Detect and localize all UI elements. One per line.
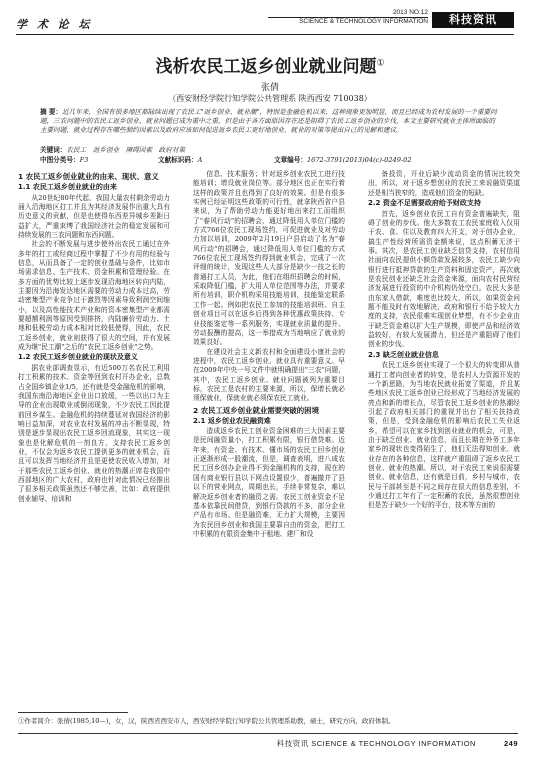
body-column-1 — [18, 170, 170, 708]
section-heading: 2.1 返乡创业农民融资难 — [193, 416, 271, 425]
issue-info — [268, 9, 428, 26]
body-paragraph: 社会的不断发展与进步使外出农民工通过在外多年的打工或经商过程中掌握了不少有用的经验与信息，从而具备了一定的创业基础与条件，比如市场需求信息、生产技术、资金积累和管理经验。在多方面的优势比较上逐步发现沿海地区转向内陆，主要因为沿海发达地区需要的劳动力成本过高，劳动密集型产业竞争过于激烈等因素导致利润空间缩小，以及高性能技术产业和的资本密集型产业都需要超额利润等原因受到排挤，内陆廉价劳动力、土地和低税劳动力成本相对比较低使得，因此，农民工返乡创业，就业则获得了很大的空间，并有发展成为继"民工潮"之后的"农民工返乡创业"之势。 — [18, 240, 170, 351]
page-header — [0, 0, 540, 46]
section-heading: 1 农民工返乡创业就业的由来、现状、意义 — [18, 172, 159, 181]
affiliation: （西安财经学院行知学院公共管理系 陕西西安 710038） — [168, 94, 372, 103]
article-title — [0, 52, 540, 77]
issue-line: 2013 NO.12 — [392, 9, 428, 16]
header-rule — [16, 34, 514, 35]
abstract-label: 摘 要： — [40, 108, 63, 116]
body-paragraph: 信息、技术服务；针对返乡创业农民工进行技能培训；增设就业岗位等。部分地区也正在实行着这样的政策并且也得到了良好的效果。但是有很多实例已经证明这些政策的可行性，就拿陕西省户县来说，为了帮助劳动力能更好地出来打工而组织了"春风行动"的招聘会，通过降低用人单位门槛的方式766位农民工现场签约，可促进就业及对劳动力加以培训，2009年2月19日户县启动了名为"春风行动"的招聘会，通过降低用人单位门槛的方式766位农民工现场签约得到就业机会，完成了一次评细的统计，发现这些人大部分是缺少一技之长的普通打工人员，为此，他们在组织招聘会的时候，采取降低门槛，扩大用人单位范围等办法，并要求所有培训，职介机构采用技能培训，技能鉴定联系工作一起。例如把农民工参加的技能培训班、自主创业项目可以在返乡后得到各种优惠政策扶持、专业技能鉴定等一系列服务，实现就业质量的提升、劳动报酬的提高，这一举措成为当地响应了就业的效果良好。 — [193, 170, 345, 347]
body-paragraph: 农民工返乡创业实现了一个很大的转变即从普通打工者向创业者的转变，是农村人力资源开发的一个新思路，为当地农民就业拓宽了渠道，并且某些地区农民工返乡创业已经形成了当地经济发展的亮点和新的增长点，尽管农民工返乡创业的热潮经引起了政府相关部门的重视并出台了相关扶持政策，但是，受到金融危机的影响后农民工失业返乡，希望可以在家乡找到创业就业的机会，可是，由于缺乏创业、就业信息，而且长期在外务工多年家乡的现状也变得陌生了，他们无法得知创业、就业存在的各种信息，这样就产重阻碍了返乡农民工创业、就业的热潮。所以，对于农民工来说很需要创业、就业信息，还有就是目前，乡村与城市，农民与干部甚至是不同之间存在很大的信息差别，不少通过打工年有了一定积蓄的农民，虽然很想创业但是苦于缺少一个好的平台，技术等方面的 — [368, 361, 520, 510]
id-value: 1672-3791(2013)04(c)-0249-02 — [306, 156, 412, 164]
page-footer — [277, 738, 518, 749]
footnote: ①作者简介：张倩(1985,10—)，女，汉，陕西省西安市人，西安财经学院行知学院公共管理系助教，硕士，研究方向，政府体制。 — [18, 717, 395, 725]
body-paragraph: 首先，返乡创业农民工自有资金普遍缺失，阻碍了创业的步伐。他大多数农工农民家庭收入仅用于农、食、住以及教育四大开支，对于创办企业，搞生产性经营所需资金额来说，这点积蓄无济于事。其次，是农民工创业缺乏信贷支持，农村信用社面向农民提供小额贷款发展较多，农民工缺少向银行进行抵押贷款的生产资料和固定资产，再次就是农民创业还缺乏社会资金来源，面向农村民营经济发展进行投资的中介机构仍处空白。农民大多是由东家人借款，难度也比较大，所以，如果资金问题不能及时有效地解决，政府和银行不给予较大力度的支持，农民很难实现创业梦想，有不少企业由于缺乏资金难以扩大生产规模，即使产品和经济效益较好，有较大发展潜力，但还是产重阻碍了他们创业的步伐。 — [368, 209, 520, 349]
clc-group — [40, 156, 88, 165]
doc-group — [158, 156, 202, 165]
keywords-text: 农民工 返乡创业 障碍因素 政府对策 — [66, 146, 186, 154]
footer-journal: 科技资讯 SCIENCE & TECHNOLOGY INFORMATION — [276, 739, 476, 748]
body-column-2 — [193, 170, 345, 708]
classification-line — [40, 156, 500, 166]
author: 张倩 — [260, 83, 279, 93]
section-heading: 2.3 缺乏创业就业信息 — [368, 350, 439, 359]
body-paragraph: 从20世纪80年代起，我国大量农村剩余劳动力涌入沿海地区打工并且为其经济发展作出重大具有历史意义的贡献，但是也使得东西差异城乡差距日益扩大，严重束缚了我国经济社会的稳定发展和可持续发展的三农问题和东西问题。 — [18, 193, 170, 239]
footer-rule — [18, 733, 518, 734]
section-heading: 1.1 农民工返乡创业就业的由来 — [18, 183, 117, 191]
abstract-text: 近几年来，全国有很多地区都陆续出现了农民工"返乡创业、就业潮"，特别是金融危机以来，这种现象更加明显，而且已经成为农村发展的一个重要问题，三农问题中的农民工返乡创业、就业问题已成为重中之重，但是由于各方面原因存在还是阻碍了农民工返乡创业的步伐，本文主要研究就业主体所面临的主要问题，就业过程存在哪些制约因素以及政府应该如何促进返乡农民工更好地创业，就业的对策等提出自己的见解和建议。 — [40, 108, 497, 134]
section-heading: 1.2 农民工返乡创业就业的现状及意义 — [18, 353, 138, 362]
body-paragraph: 备投资，开业后缺少流动资金的情况比较突出，所以，对于返乡想创业的农民工来说融资渠道还是相当狭窄的，造成他们资金的短缺。 — [368, 170, 520, 197]
clc-label: 中图分类号： — [40, 156, 80, 164]
journal-name-cn: 科技资讯 — [432, 12, 514, 28]
keywords-label: 关键词： — [40, 146, 67, 154]
keywords — [40, 146, 500, 155]
title-text: 浅析农民工返乡创业就业问题 — [155, 57, 377, 77]
section-heading: 2.2 资金不足需要政府给予财政支持 — [368, 199, 481, 208]
body-column-3 — [368, 170, 520, 708]
clc-value: F3 — [79, 156, 89, 164]
page-number: 249 — [503, 739, 518, 748]
journal-name-en: SCIENCE & TECHNOLOGY INFORMATION — [268, 17, 428, 26]
footnote-rule — [18, 712, 128, 713]
abstract — [40, 108, 500, 135]
body-paragraph: 据农业部调查显示，有近500万名农民工利用打工积累的技术、资金等回到农村开办企业，总数占全国乡镇企业1/5，还有就是受金融危机的影响，我国东南沿海地区企业出口放缓，一些以出口为主导的企业出现歇业或倒闭现象，不少农民工因此提前回乡谋生。金融危机的持续蔓延对我国经济的影响日益加深，对农业农村发展的冲击不断显现，特别是逐步显现出农民工返乡回流现象，其实这一现象也是化解危机的一剂良方，支持农民工返乡创业，不仅会为返乡农民工提供更多的就业机会，而且可以发挥当地经济并且是更使农民收入增加，对于那些农民工返乡创业、就业的热潮正席卷我国中西部地区的广大农村，政府也针对此情况已经推出了很多相关政策虽然还不够完善，比如：政府提供创业辅导、培训和 — [18, 363, 170, 503]
title-footnote-mark: ① — [376, 58, 385, 69]
body-paragraph: 造成返乡农民工创业资金困难的三大因素主要是民间融资量小，打工积累有限，银行借贷难。近年来，有资金、有技术、懂市场的农民工回乡创业正逐渐形成一股潮流，但是，调查表明，进八成农民工回乡创办企业得不到金融机构的支持，现在的国有商业银行县以下网点设置很少，普遍撤并了县以下的营业网点，周期也长，手续非常复杂，难以解决返乡创业者的融资之需。农民工创业资金不足基本依靠民间借贷，到银行贷款的不多，部分企业产品有市场、但是融资难，无力扩大规模，主要因为农民回乡创业和我国主要靠自由的资金，把打工中积累的有限资金集中于租地、建厂和设 — [193, 427, 345, 538]
doc-value: A — [197, 156, 203, 164]
doc-label: 文献标识码： — [158, 156, 198, 164]
section-heading: 2 农民工返乡创业就业需要突破的困境 — [193, 405, 319, 415]
id-label: 文章编号： — [274, 156, 307, 164]
column-label: 学 术 论 坛 — [16, 18, 93, 31]
body-paragraph: 在建设社会主义新农村和全面建设小康社会的进程中，农民工返乡创业、就业具有重要意义。早在2009年中央一号文件中就明确提出"三农"问题，其中，农民工返乡创业、就业问题被列为重要目标，农民工是农村的主要来源，所以，保增长就必须保就业，保就业就必须保农民工就业。 — [193, 347, 345, 403]
id-group — [274, 156, 412, 165]
